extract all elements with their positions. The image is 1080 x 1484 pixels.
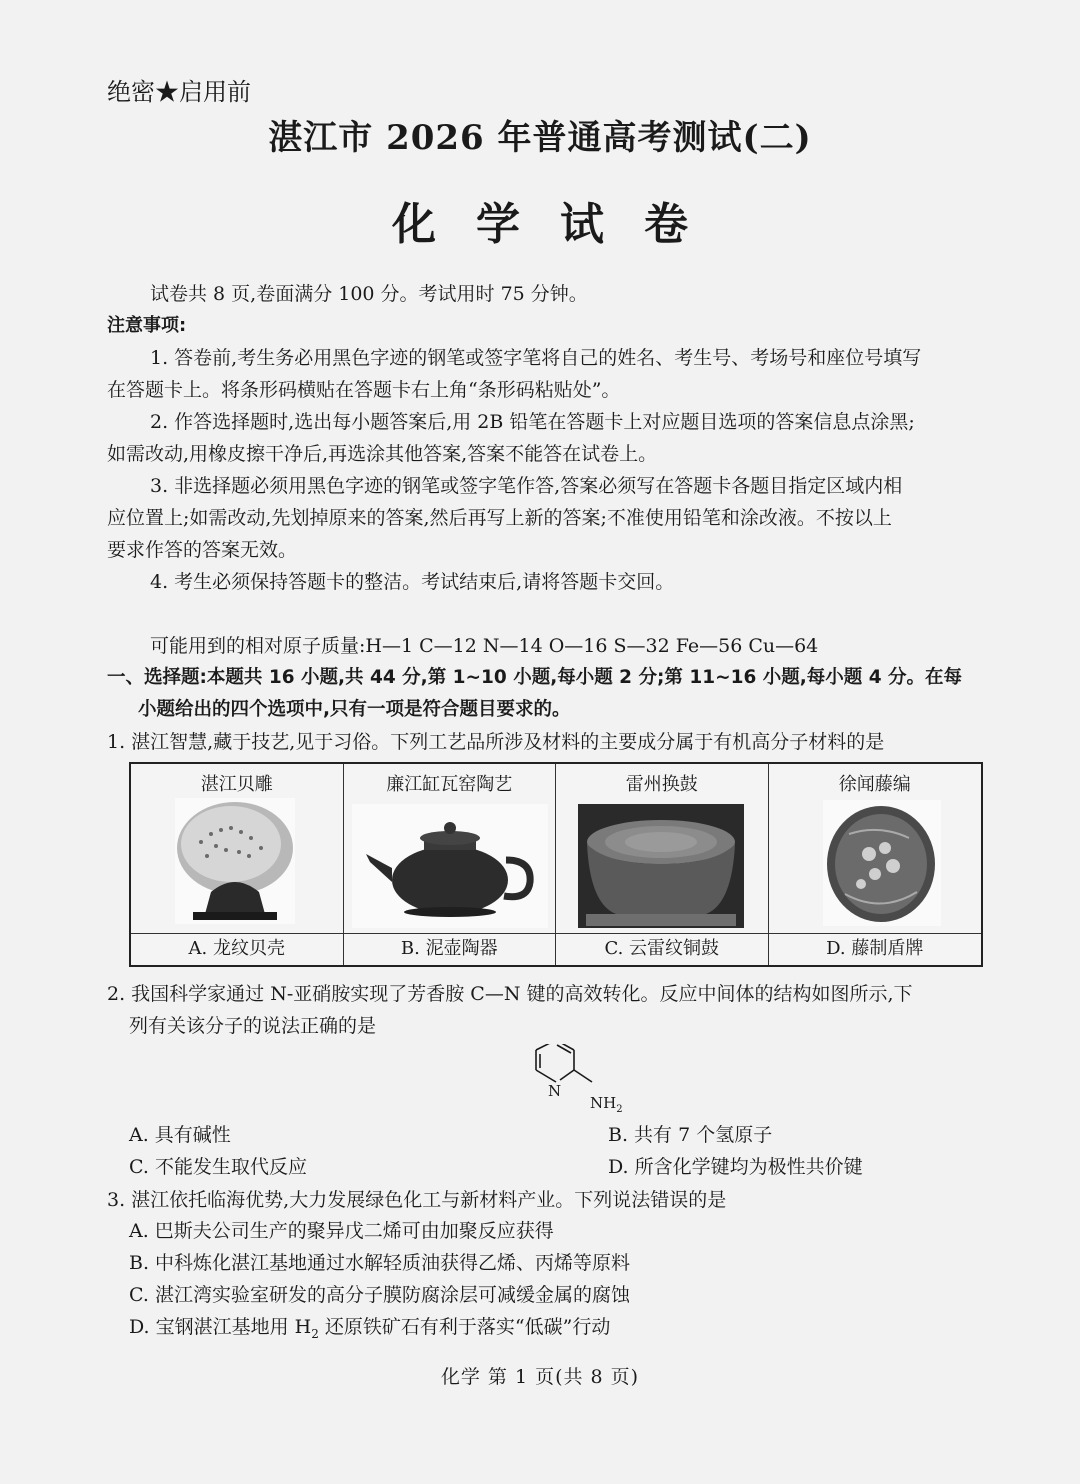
notice-2-line1: 2. 作答选择题时,选出每小题答案后,用 2B 铅笔在答题卡上对应题目选项的答案信息点涂黑; xyxy=(150,411,915,433)
confidential-label: 绝密★启用前 xyxy=(107,78,251,106)
q2-stem-line1: 2. 我国科学家通过 N-亚硝胺实现了芳香胺 C—N 键的高效转化。反应中间体的结构如图所示,下 xyxy=(107,983,913,1005)
q1-caption-a: A. 龙纹贝壳 xyxy=(131,933,344,965)
exam-title: 湛江市 2026 年普通高考测试(二) xyxy=(268,118,812,158)
subject-title: 化学试卷 xyxy=(392,199,728,250)
q3-option-d: D. 宝钢湛江基地用 $H_2$ 还原铁矿石有利于落实“低碳”行动 xyxy=(129,1316,611,1341)
shell-carving-image xyxy=(131,764,343,934)
q1-cell-d xyxy=(769,764,982,933)
section-heading-line2: 小题给出的四个选项中,只有一项是符合题目要求的。 xyxy=(138,699,571,720)
rattan-shield-image xyxy=(769,764,981,934)
notice-3-line2: 应位置上;如需改动,先划掉原来的答案,然后再写上新的答案;不准使用铅笔和涂改液。不按以上 xyxy=(107,507,892,529)
amino-group-label: $NH_2$ xyxy=(590,1094,623,1115)
q3-option-a: A. 巴斯夫公司生产的聚异戊二烯可由加聚反应获得 xyxy=(129,1220,554,1242)
q3-option-c: C. 湛江湾实验室研发的高分子膜防腐涂层可减缓金属的腐蚀 xyxy=(129,1284,630,1306)
q1-caption-d: D. 藤制盾牌 xyxy=(769,933,982,965)
q1-craft-table xyxy=(129,762,983,967)
page-footer: 化学 第 1 页(共 8 页) xyxy=(440,1366,640,1388)
aminopyridine-structure xyxy=(528,1044,638,1116)
q1-cell-c xyxy=(556,764,769,933)
q2-option-a: A. 具有碱性 xyxy=(129,1124,231,1146)
q2-option-c: C. 不能发生取代反应 xyxy=(129,1156,307,1178)
q1-title-a: 湛江贝雕 xyxy=(200,774,273,795)
bronze-drum-image xyxy=(556,764,768,934)
q2-stem-line2: 列有关该分子的说法正确的是 xyxy=(129,1015,377,1037)
q1-title-c: 雷州换鼓 xyxy=(625,774,698,795)
atomic-mass-line: 可能用到的相对原子质量:H—1 C—12 N—14 O—16 S—32 Fe—56 Cu—64 xyxy=(150,635,819,657)
q1-caption-b: B. 泥壶陶器 xyxy=(344,933,557,965)
section-heading-line1: 一、选择题:本题共 16 小题,共 44 分,第 1~10 小题,每小题 2 分;第 11~16 小题,每小题 4 分。在每 xyxy=(107,667,963,688)
ring-nitrogen-label: N xyxy=(548,1082,562,1100)
q1-cell-b xyxy=(344,764,557,933)
q1-title-d: 徐闻藤编 xyxy=(838,774,911,795)
q3-stem: 3. 湛江依托临海优势,大力发展绿色化工与新材料产业。下列说法错误的是 xyxy=(107,1189,727,1211)
teapot-image xyxy=(344,764,556,934)
q1-cell-a xyxy=(131,764,344,933)
notice-1-line1: 1. 答卷前,考生务必用黑色字迹的钢笔或签字笔将自己的姓名、考生号、考场号和座位号填写 xyxy=(150,347,922,369)
q2-option-d: D. 所含化学键均为极性共价键 xyxy=(608,1156,863,1178)
notice-2-line2: 如需改动,用橡皮擦干净后,再选涂其他答案,答案不能答在试卷上。 xyxy=(107,443,658,465)
q1-title-b: 廉江缸瓦窑陶艺 xyxy=(386,774,513,795)
notice-4: 4. 考生必须保持答题卡的整洁。考试结束后,请将答题卡交回。 xyxy=(150,571,675,593)
notice-3-line1: 3. 非选择题必须用黑色字迹的钢笔或签字笔作答,答案必须写在答题卡各题目指定区域内相 xyxy=(150,475,903,497)
notice-1-line2: 在答题卡上。将条形码横贴在答题卡右上角“条形码粘贴处”。 xyxy=(107,379,621,401)
q2-option-b: B. 共有 7 个氢原子 xyxy=(608,1124,773,1146)
q1-stem: 1. 湛江智慧,藏于技艺,见于习俗。下列工艺品所涉及材料的主要成分属于有机高分子材料的是 xyxy=(107,731,885,753)
q1-caption-c: C. 云雷纹铜鼓 xyxy=(556,933,769,965)
paper-info: 试卷共 8 页,卷面满分 100 分。考试用时 75 分钟。 xyxy=(150,283,588,305)
q3-option-b: B. 中科炼化湛江基地通过水解轻质油获得乙烯、丙烯等原料 xyxy=(129,1252,631,1274)
notice-heading: 注意事项: xyxy=(107,315,187,336)
notice-3-line3: 要求作答的答案无效。 xyxy=(107,539,298,561)
